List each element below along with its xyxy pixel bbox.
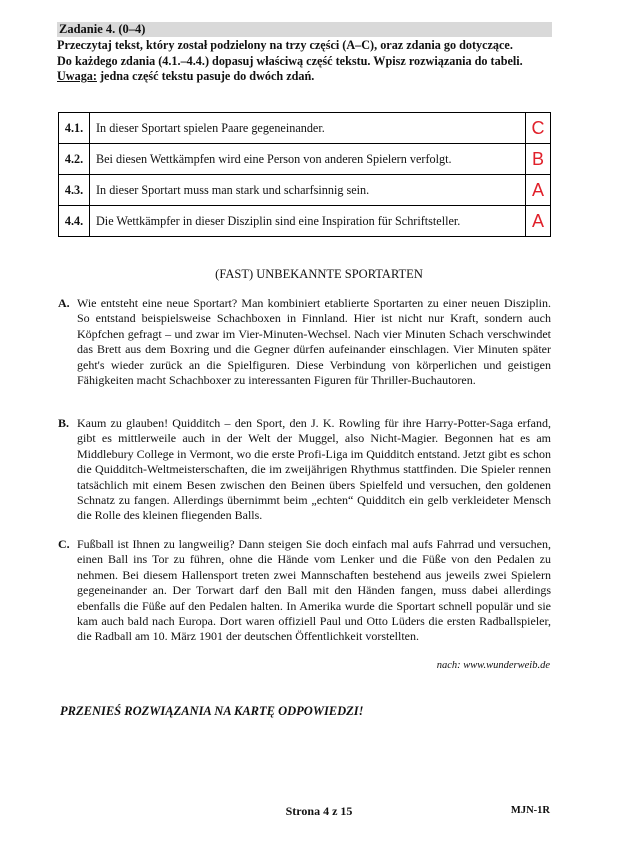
text-title: (FAST) UNBEKANNTE SPORTARTEN [215, 267, 423, 281]
paragraph-c [58, 537, 551, 645]
task-instructions [57, 38, 557, 85]
paragraph-label: B. [58, 416, 70, 430]
item-number: 4.2. [59, 144, 90, 175]
task-header: Zadanie 4. (0–4) [57, 22, 552, 37]
paragraph-b [58, 416, 551, 524]
answer-cell[interactable]: B [526, 144, 551, 175]
item-sentence: Bei diesen Wettkämpfen wird eine Person von anderen Spielern verfolgt. [90, 144, 526, 175]
table-row [59, 144, 551, 175]
item-number: 4.4. [59, 206, 90, 237]
paragraph-body: Kaum zu glauben! Quidditch – den Sport, den J. K. Rowling für ihre Harry-Potter-Saga erfand, gibt es mittlerweile auch in der Welt der Muggel, also Nicht-Magier. Begonnen hat es am Middlebury College in Vermont, wo die erste Profi-Liga im Quidditch entstand. Jetzt gibt es schon die Quidditch-Weltmeisterschaften, die im zweijährigen Rhythmus stattfinden. Die Spieler rennen tatsächlich mit einem Besen zwischen den Beinen übers Spielfeld und versuchen, den goldenen Schnatz zu fangen. Allerdings übernimmt beim „echten“ Quidditch ein gelb verkleideter Mensch die Rolle des kleinen fliegenden Balls. [77, 416, 551, 523]
answer-cell[interactable]: A [526, 206, 551, 237]
exam-code: MJN-1R [510, 805, 550, 816]
answer-cell[interactable]: C [526, 113, 551, 144]
paragraph-a [58, 296, 551, 388]
table-row [59, 113, 551, 144]
answer-cell[interactable]: A [526, 175, 551, 206]
page-number: Strona 4 z 15 [285, 804, 353, 818]
instruction-line-1: Przeczytaj tekst, który został podzielony na trzy części (A–C), oraz zdania go dotyczące. [57, 38, 513, 52]
uwaga-label: Uwaga: [57, 69, 97, 84]
item-sentence: In dieser Sportart spielen Paare gegeneinander. [90, 113, 526, 144]
uwaga-text: jedna część tekstu pasuje do dwóch zdań. [96, 69, 315, 84]
item-number: 4.3. [59, 175, 90, 206]
item-sentence: Die Wettkämpfer in dieser Disziplin sind eine Inspiration für Schriftsteller. [90, 206, 526, 237]
paragraph-label: C. [58, 537, 70, 551]
item-sentence: In dieser Sportart muss man stark und scharfsinnig sein. [90, 175, 526, 206]
instruction-line-2: Do każdego zdania (4.1.–4.4.) dopasuj właściwą część tekstu. Wpisz rozwiązania do tabeli. [57, 53, 523, 68]
table-row [59, 206, 551, 237]
item-number: 4.1. [59, 113, 90, 144]
source-citation: nach: www.wunderweib.de [436, 660, 550, 671]
answer-table [58, 112, 551, 237]
paragraph-label: A. [58, 296, 70, 310]
transfer-note: PRZENIEŚ ROZWIĄZANIA NA KARTĘ ODPOWIEDZI! [60, 704, 364, 718]
uwaga-line [57, 69, 557, 85]
paragraph-body: Wie entsteht eine neue Sportart? Man kombiniert etablierte Sportarten zu einer neuen Disziplin. So entstand beispielsweise Schachboxen in Finnland. Hier ist nicht nur Kraft, sondern auch Köpfchen gefragt – und zwar im Vier-Minuten-Wechsel. Nach vier Minuten Schach verschwindet das Brett aus dem Boxring und die Gegner dürfen aufeinander einschlagen. Vier Minuten später geht's wieder zurück an die Spielfiguren. Diese Verbindung von körperlichen und geistigen Fähigkeiten macht Schachboxer zu interessanten Figuren für Thriller-Buchautoren. [77, 296, 551, 388]
paragraph-body: Fußball ist Ihnen zu langweilig? Dann steigen Sie doch einfach mal aufs Fahrrad und versuchen, einen Ball ins Tor zu führen, ohne die Hände vom Lenker und die Füße von den Pedalen zu nehmen. Bei diesem Hallensport treten zwei Mannschaften bestehend aus jeweils zwei Spielern gegeneinander an. Der Torwart darf den Ball mit den Händen fangen, muss dabei allerdings ebenfalls die Füße auf den Pedalen halten. In Amerika wurde die Sportart schnell populär und sie kam auch bald nach Europa. Dort waren offiziell Paul und Otto Lüders die ersten Radballspieler, die Radball am 10. März 1901 der deutschen Öffentlichkeit vorstellten. [77, 537, 551, 644]
table-row [59, 175, 551, 206]
